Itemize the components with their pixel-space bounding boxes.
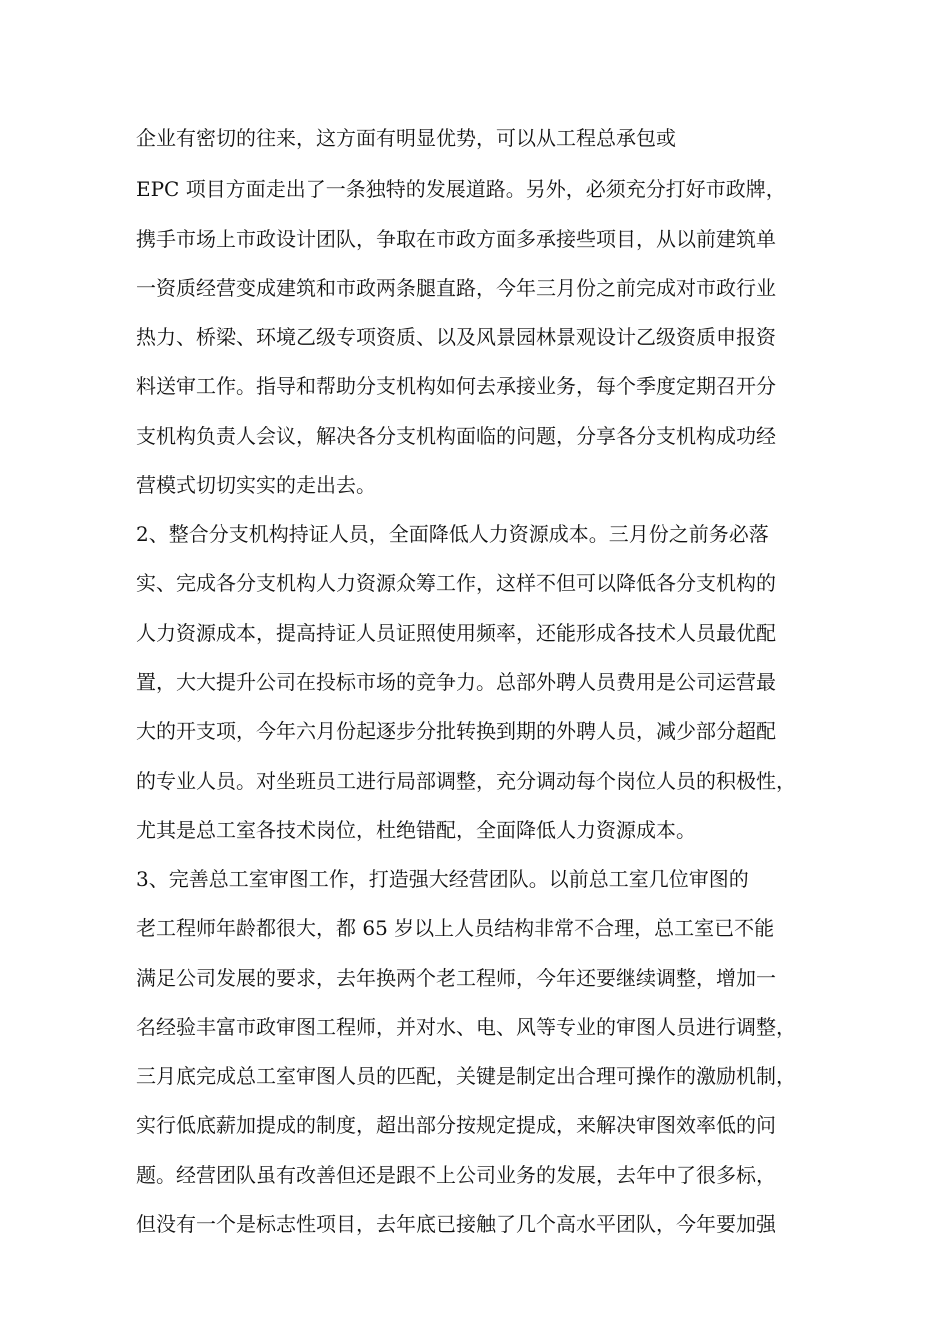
text-line-14: 的专业人员。对坐班员工进行局部调整，充分调动每个岗位人员的积极性，: [136, 769, 796, 793]
text-line-22: 题。经营团队虽有改善但还是跟不上公司业务的发展，去年中了很多标，: [136, 1163, 776, 1187]
text-line-6: 料送审工作。指导和帮助分支机构如何去承接业务，每个季度定期召开分: [136, 374, 776, 398]
text-line-12: 置，大大提升公司在投标市场的竞争力。总部外聘人员费用是公司运营最: [136, 670, 776, 694]
text-line-15: 尤其是总工室各技术岗位，杜绝错配，全面降低人力资源成本。: [136, 818, 696, 842]
text-line-10: 实、完成各分支机构人力资源众筹工作，这样不但可以降低各分支机构的: [136, 571, 776, 595]
text-line-21: 实行低底薪加提成的制度，超出部分按规定提成，来解决审图效率低的问: [136, 1113, 776, 1137]
text-line-5: 热力、桥梁、环境乙级专项资质、以及风景园林景观设计乙级资质申报资: [136, 325, 776, 349]
text-line-16: 3、完善总工室审图工作，打造强大经营团队。以前总工室几位审图的: [136, 867, 749, 891]
text-line-23: 但没有一个是标志性项目，去年底已接触了几个高水平团队，今年要加强: [136, 1212, 776, 1236]
text-line-17: 老工程师年龄都很大，都 65 岁以上人员结构非常不合理，总工室已不能: [136, 916, 775, 940]
text-line-9: 2、整合分支机构持证人员，全面降低人力资源成本。三月份之前务必落: [136, 522, 769, 546]
text-line-11: 人力资源成本，提高持证人员证照使用频率，还能形成各技术人员最优配: [136, 621, 776, 645]
text-line-4: 一资质经营变成建筑和市政两条腿直路，今年三月份之前完成对市政行业: [136, 276, 776, 300]
text-line-8: 营模式切切实实的走出去。: [136, 473, 376, 497]
text-line-20: 三月底完成总工室审图人员的匹配，关键是制定出合理可操作的激励机制，: [136, 1064, 796, 1088]
text-line-7: 支机构负责人会议，解决各分支机构面临的问题，分享各分支机构成功经: [136, 424, 776, 448]
text-line-1: 企业有密切的往来，这方面有明显优势，可以从工程总承包或: [136, 126, 676, 150]
text-line-2: EPC 项目方面走出了一条独特的发展道路。另外，必须充分打好市政牌，: [136, 177, 786, 201]
text-line-19: 名经验丰富市政审图工程师，并对水、电、风等专业的审图人员进行调整，: [136, 1015, 796, 1039]
text-line-3: 携手市场上市政设计团队，争取在市政方面多承接些项目，从以前建筑单: [136, 227, 776, 251]
text-line-18: 满足公司发展的要求，去年换两个老工程师，今年还要继续调整，增加一: [136, 966, 776, 990]
text-line-13: 大的开支项，今年六月份起逐步分批转换到期的外聘人员，减少部分超配: [136, 719, 776, 743]
